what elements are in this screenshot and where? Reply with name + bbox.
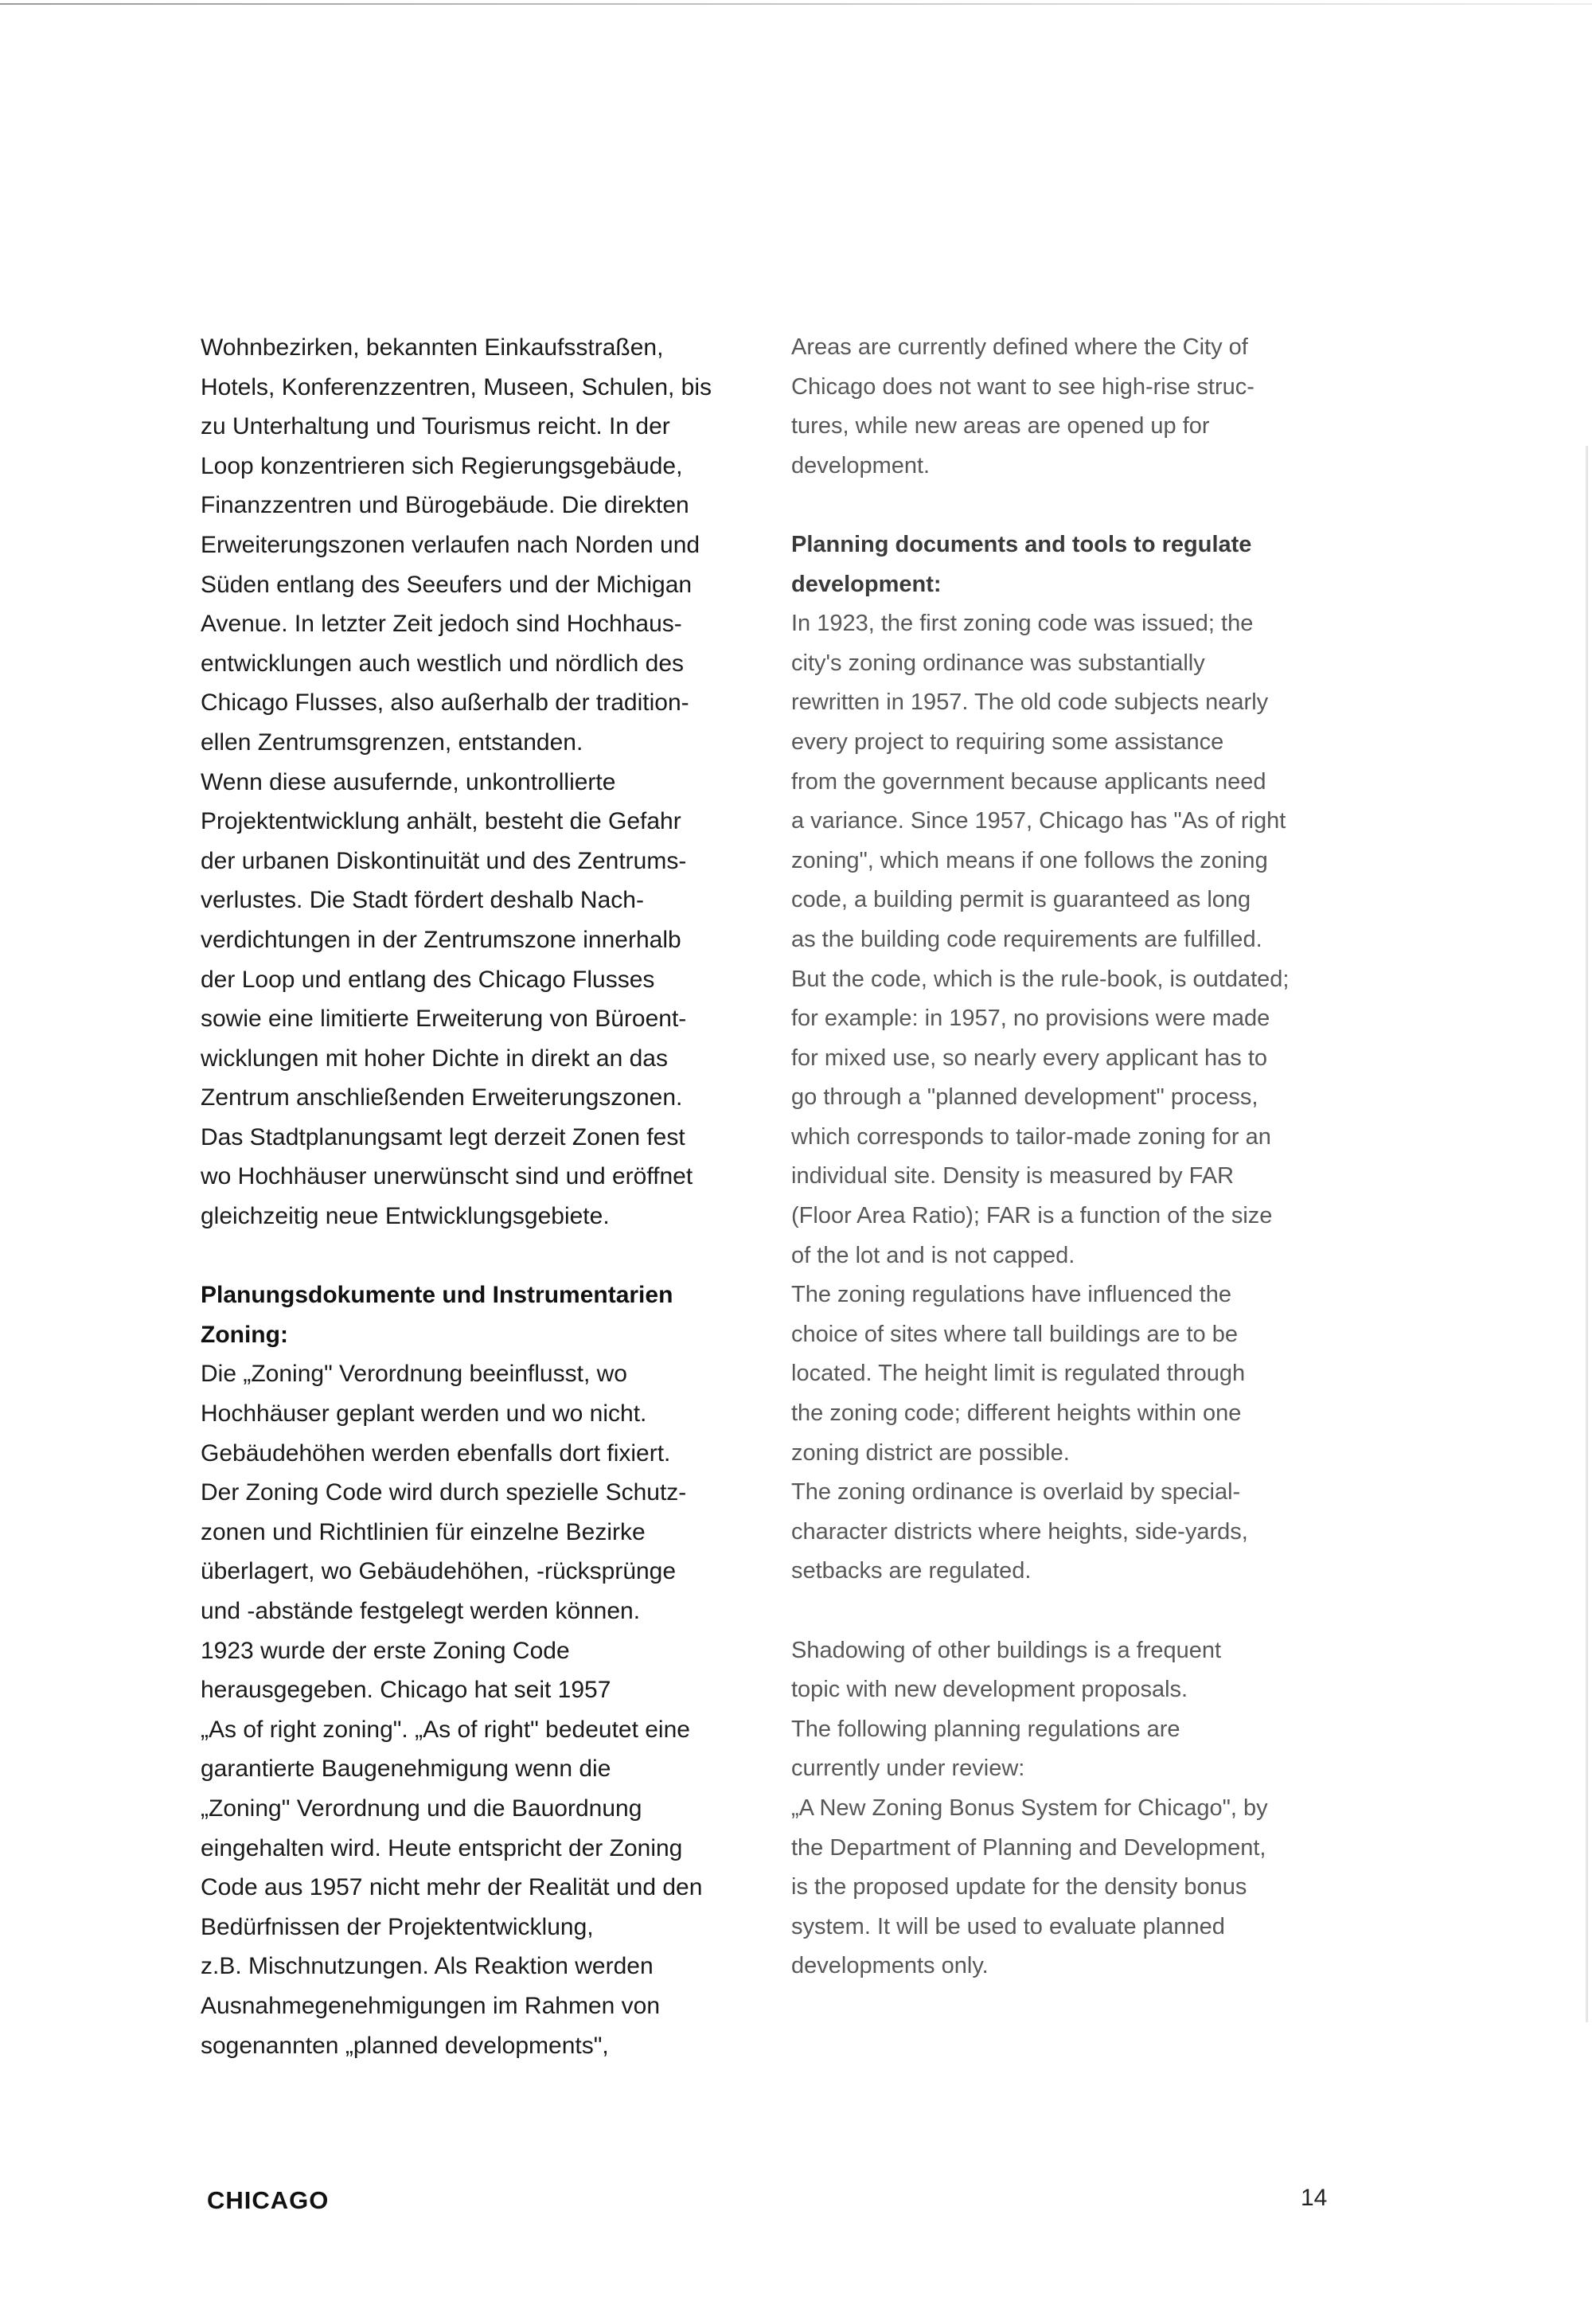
page-number: 14: [1301, 2185, 1328, 2211]
text-line: for mixed use, so nearly every applicant has to: [791, 1045, 1268, 1071]
text-line: „As of right zoning". „As of right" bedeutet eine: [201, 1716, 690, 1743]
text-line: zu Unterhaltung und Tourismus reicht. In der: [201, 413, 670, 440]
german-paragraph-zoning: [201, 1354, 774, 2065]
text-line: ellen Zentrumsgrenzen, entstanden.: [201, 728, 583, 756]
text-line: of the lot and is not capped.: [791, 1242, 1075, 1268]
text-line: sogenannten „planned developments",: [201, 2032, 609, 2059]
text-line: development.: [791, 452, 931, 478]
text-line: garantierte Baugenehmigung wenn die: [201, 1756, 611, 1783]
text-line: choice of sites where tall buildings are to be: [791, 1321, 1238, 1347]
text-line: wo Hochhäuser unerwünscht sind und eröffnet: [201, 1163, 693, 1190]
text-line: 1923 wurde der erste Zoning Code: [201, 1637, 570, 1664]
text-line: from the government because applicants need: [791, 768, 1266, 795]
text-line: der Loop und entlang des Chicago Flusses: [201, 966, 655, 993]
english-column: [791, 328, 1348, 1986]
text-line: tures, while new areas are opened up for: [791, 413, 1210, 439]
text-line: der urbanen Diskontinuität und des Zentrums-: [201, 847, 687, 874]
text-line: „A New Zoning Bonus System for Chicago", by: [791, 1795, 1268, 1821]
english-section-heading: [791, 525, 1348, 604]
text-line: Code aus 1957 nicht mehr der Realität und den: [201, 1874, 703, 1901]
text-line: The zoning ordinance is overlaid by special-: [791, 1479, 1241, 1506]
text-line: Zentrum anschließenden Erweiterungszonen.: [201, 1084, 683, 1111]
text-line: for example: in 1957, no provisions were made: [791, 1006, 1270, 1032]
text-line: individual site. Density is measured by FAR: [791, 1163, 1235, 1189]
text-line: which corresponds to tailor-made zoning for an: [791, 1123, 1271, 1150]
text-line: currently under review:: [791, 1756, 1025, 1782]
text-line: Wohnbezirken, bekannten Einkaufsstraßen,: [201, 334, 664, 361]
text-line: Projektentwicklung anhält, besteht die Gefahr: [201, 808, 681, 835]
paragraph-gap: [791, 486, 1348, 525]
text-line: Erweiterungszonen verlaufen nach Norden und: [201, 531, 700, 558]
text-line: Die „Zoning" Verordnung beeinflusst, wo: [201, 1361, 627, 1388]
text-line: character districts where heights, side-yards,: [791, 1518, 1248, 1545]
text-line: Zoning:: [201, 1321, 288, 1348]
text-line: überlagert, wo Gebäudehöhen, -rücksprünge: [201, 1558, 677, 1585]
text-line: Shadowing of other buildings is a frequent: [791, 1637, 1222, 1663]
text-line: Gebäudehöhen werden ebenfalls dort fixiert.: [201, 1439, 671, 1467]
text-line: go through a "planned development" process,: [791, 1084, 1258, 1111]
english-paragraph-intro: [791, 328, 1348, 486]
footer-title: CHICAGO: [207, 2186, 330, 2214]
text-line: zoning district are possible.: [791, 1439, 1070, 1466]
text-line: But the code, which is the rule-book, is outdated;: [791, 966, 1290, 992]
text-line: Avenue. In letzter Zeit jedoch sind Hochhaus-: [201, 611, 682, 638]
text-line: the zoning code; different heights within one: [791, 1400, 1242, 1427]
text-line: In 1923, the first zoning code was issued; the: [791, 611, 1254, 637]
text-line: as the building code requirements are fulfilled.: [791, 926, 1262, 952]
text-line: Planning documents and tools to regulate: [791, 531, 1252, 557]
text-line: every project to requiring some assistance: [791, 728, 1224, 755]
text-line: topic with new development proposals.: [791, 1677, 1188, 1703]
text-line: entwicklungen auch westlich und nördlich des: [201, 650, 685, 677]
text-line: Süden entlang des Seeufers und der Michigan: [201, 571, 693, 598]
text-line: system. It will be used to evaluate planned: [791, 1913, 1225, 1939]
text-line: setbacks are regulated.: [791, 1558, 1032, 1584]
text-line: und -abstände festgelegt werden können.: [201, 1598, 641, 1624]
text-line: Das Stadtplanungsamt legt derzeit Zonen fest: [201, 1123, 685, 1150]
scan-top-edge: [0, 3, 1592, 5]
english-paragraph-review: [791, 1631, 1348, 1986]
text-line: a variance. Since 1957, Chicago has "As of right: [791, 808, 1286, 834]
text-line: zoning", which means if one follows the zoning: [791, 847, 1268, 873]
text-line: Hochhäuser geplant werden und wo nicht.: [201, 1400, 647, 1428]
text-line: rewritten in 1957. The old code subjects nearly: [791, 689, 1269, 716]
german-section-heading: [201, 1275, 774, 1354]
german-column: [201, 328, 774, 2065]
scan-right-edge: [1586, 446, 1588, 2022]
english-paragraph-zoning: [791, 604, 1348, 1592]
text-line: Ausnahmegenehmigungen im Rahmen von: [201, 1992, 661, 2019]
text-line: verdichtungen in der Zentrumszone innerhalb: [201, 926, 681, 953]
text-line: herausgegeben. Chicago hat seit 1957: [201, 1677, 611, 1704]
text-line: wicklungen mit hoher Dichte in direkt an das: [201, 1045, 668, 1072]
text-line: Planungsdokumente und Instrumentarien: [201, 1282, 673, 1309]
text-line: z.B. Mischnutzungen. Als Reaktion werden: [201, 1953, 654, 1980]
text-line: Chicago Flusses, also außerhalb der tradition-: [201, 689, 689, 717]
text-line: development:: [791, 571, 942, 597]
text-line: code, a building permit is guaranteed as long: [791, 887, 1251, 913]
text-line: located. The height limit is regulated through: [791, 1361, 1246, 1387]
text-line: Finanzzentren und Bürogebäude. Die direkten: [201, 492, 689, 519]
text-line: is the proposed update for the density bonus: [791, 1874, 1247, 1900]
text-line: „Zoning" Verordnung und die Bauordnung: [201, 1795, 642, 1822]
paragraph-gap: [791, 1592, 1348, 1631]
text-line: Chicago does not want to see high-rise struc-: [791, 373, 1254, 400]
text-line: (Floor Area Ratio); FAR is a function of the size: [791, 1203, 1273, 1229]
german-paragraph-intro: [201, 328, 774, 1236]
text-line: verlustes. Die Stadt fördert deshalb Nach-: [201, 887, 644, 914]
text-line: Bedürfnissen der Projektentwicklung,: [201, 1913, 594, 1940]
text-line: The following planning regulations are: [791, 1716, 1180, 1742]
text-line: The zoning regulations have influenced the: [791, 1282, 1231, 1308]
text-line: developments only.: [791, 1953, 989, 1979]
text-line: Der Zoning Code wird durch spezielle Schutz-: [201, 1479, 687, 1506]
text-line: gleichzeitig neue Entwicklungsgebiete.: [201, 1203, 610, 1230]
text-line: city's zoning ordinance was substantially: [791, 650, 1205, 676]
text-line: zonen und Richtlinien für einzelne Bezirke: [201, 1518, 646, 1545]
text-line: Loop konzentrieren sich Regierungsgebäude,: [201, 452, 683, 479]
text-line: eingehalten wird. Heute entspricht der Zoning: [201, 1834, 683, 1861]
text-line: Hotels, Konferenzzentren, Museen, Schulen, bis: [201, 373, 712, 400]
paragraph-gap: [201, 1236, 774, 1276]
text-line: Wenn diese ausufernde, unkontrollierte: [201, 768, 616, 795]
text-line: Areas are currently defined where the City of: [791, 334, 1248, 360]
text-line: sowie eine limitierte Erweiterung von Büroent-: [201, 1006, 687, 1033]
text-line: the Department of Planning and Development,: [791, 1834, 1266, 1861]
